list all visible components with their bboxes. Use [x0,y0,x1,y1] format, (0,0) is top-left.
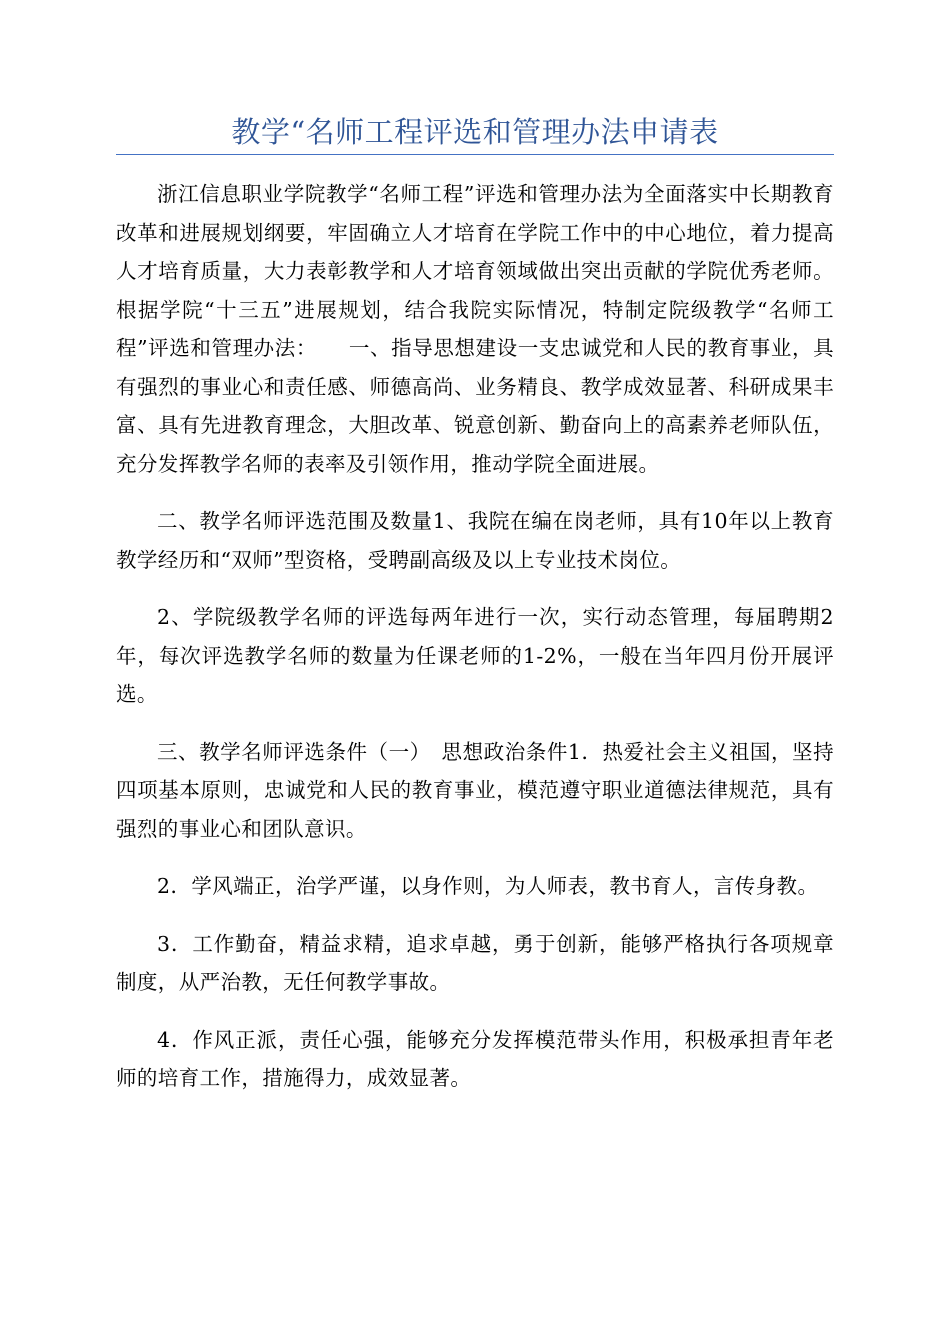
document-body [116,175,834,1117]
paragraph-conditions: 三、教学名师评选条件（一） 思想政治条件1．热爱社会主义祖国，坚持四项基本原则，忠诚党和人民的教育事业，模范遵守职业道德法律规范，具有强烈的事业心和团队意识。 [116,739,834,841]
title-underline [116,154,834,155]
paragraph-intro: 浙江信息职业学院教学“名师工程”评选和管理办法为全面落实中长期教育改革和进展规划纲要，牢固确立人才培育在学院工作中的中心地位，着力提高人才培育质量，大力表彰教学和人才培育领域做出突出贡献的学院优秀老师。根据学院“十三五”进展规划，结合我院实际情况，特制定院级教学“名师工程”评选和管理办法： 一、指导思想建设一支忠诚党和人民的教育事业，具有强烈的事业心和责任感、师德高尚、业务精良、教学成效显著、科研成果丰富、具有先进教育理念，大胆改革、锐意创新、勤奋向上的高素养老师队伍，充分发挥教学名师的表率及引领作用，推动学院全面进展。 [116,182,834,476]
paragraph-scope: 二、教学名师评选范围及数量1、我院在编在岗老师，具有10年以上教育教学经历和“双师”型资格，受聘副高级及以上专业技术岗位。 [116,509,834,572]
paragraph-condition-4: 4．作风正派，责任心强，能够充分发挥模范带头作用，积极承担青年老师的培育工作，措施得力，成效显著。 [116,1027,834,1090]
paragraph-condition-3: 3．工作勤奋，精益求精，追求卓越，勇于创新，能够严格执行各项规章制度，从严治教，无任何教学事故。 [116,931,834,994]
paragraph-condition-2: 2．学风端正，治学严谨，以身作则，为人师表，教书育人，言传身教。 [157,874,819,898]
paragraph-selection-cycle: 2、学院级教学名师的评选每两年进行一次，实行动态管理，每届聘期2年，每次评选教学名师的数量为任课老师的1-2%，一般在当年四月份开展评选。 [116,605,834,706]
document-title: 教学“名师工程评选和管理办法申请表 [231,115,719,149]
